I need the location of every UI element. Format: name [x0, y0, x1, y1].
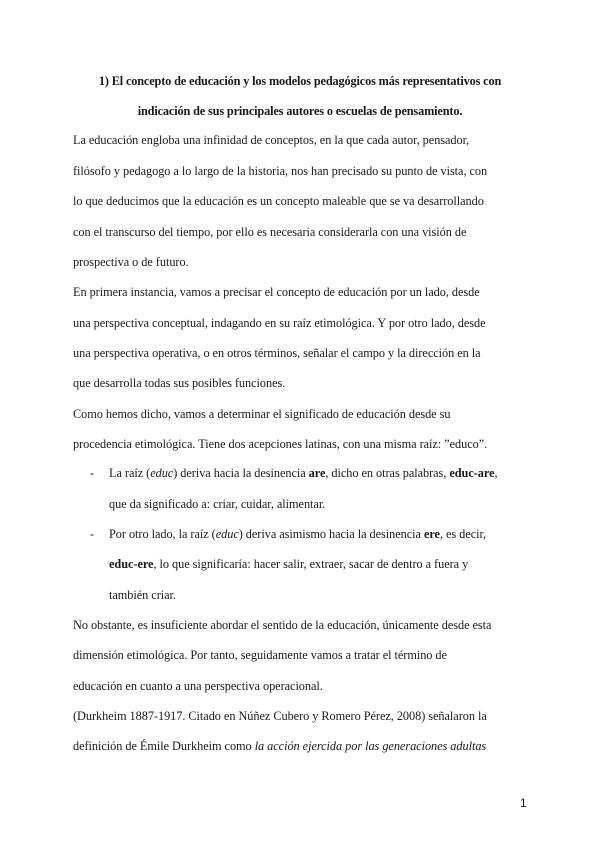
paragraph-2-line: En primera instancia, vamos a precisar el concepto de educación por un lado, desde [73, 285, 480, 299]
paragraph-3-line: procedencia etimológica. Tiene dos acepciones latinas, con una misma raíz: ”educo”. [73, 437, 488, 451]
paragraph-1-line: La educación engloba una infinidad de conceptos, en la que cada autor, pensador, [73, 133, 470, 147]
paragraph-2-line: una perspectiva operativa, o en otros términos, señalar el campo y la dirección en la [73, 346, 481, 360]
paragraph-5-line: definición de Émile Durkheim como la acción ejercida por las generaciones adultas [73, 739, 487, 753]
paragraph-4-line: dimensión etimológica. Por tanto, seguidamente vamos a tratar el término de [73, 648, 447, 662]
paragraph-1-line: con el transcurso del tiempo, por ello es necesaria considerarla con una visión de [73, 225, 467, 239]
bullet-2-line-1: Por otro lado, la raíz (educ) deriva asimismo hacia la desinencia ere, es decir, [109, 527, 487, 541]
bullet-1-line-2: que da significado a: criar, cuidar, alimentar. [109, 497, 326, 511]
paragraph-2-line: que desarrolla todas sus posibles funciones. [73, 376, 286, 390]
section-heading-line-2: indicación de sus principales autores o escuelas de pensamiento. [137, 104, 463, 118]
bullet-1-line-1: La raíz (educ) deriva hacia la desinencia are, dicho en otras palabras, educ-are, [109, 466, 498, 480]
paragraph-1-line: lo que deducimos que la educación es un concepto maleable que se va desarrollando [73, 194, 484, 208]
bullet-dash: - [90, 527, 95, 541]
paragraph-1-line: filósofo y pedagogo a lo largo de la historia, nos han precisado su punto de vista, con [73, 164, 488, 178]
paragraph-1-line: prospectiva o de futuro. [73, 255, 189, 269]
paragraph-4-line: No obstante, es insuficiente abordar el sentido de la educación, únicamente desde esta [73, 618, 492, 632]
paragraph-5-line: (Durkheim 1887-1917. Citado en Núñez Cubero y Romero Pérez, 2008) señalaron la [73, 709, 487, 723]
paragraph-3-line: Como hemos dicho, vamos a determinar el significado de educación desde su [73, 407, 451, 421]
paragraph-2-line: una perspectiva conceptual, indagando en su raíz etimológica. Y por otro lado, desde [73, 316, 486, 330]
paragraph-4-line: educación en cuanto a una perspectiva operacional. [73, 679, 323, 693]
page-number: 1 [520, 796, 527, 810]
bullet-dash: - [90, 466, 95, 480]
bullet-2-line-3: también criar. [109, 588, 176, 602]
section-heading-line-1: 1) El concepto de educación y los modelos pedagógicos más representativos con [98, 74, 502, 88]
bullet-2-line-2: educ-ere, lo que significaría: hacer salir, extraer, sacar de dentro a fuera y [109, 557, 469, 571]
